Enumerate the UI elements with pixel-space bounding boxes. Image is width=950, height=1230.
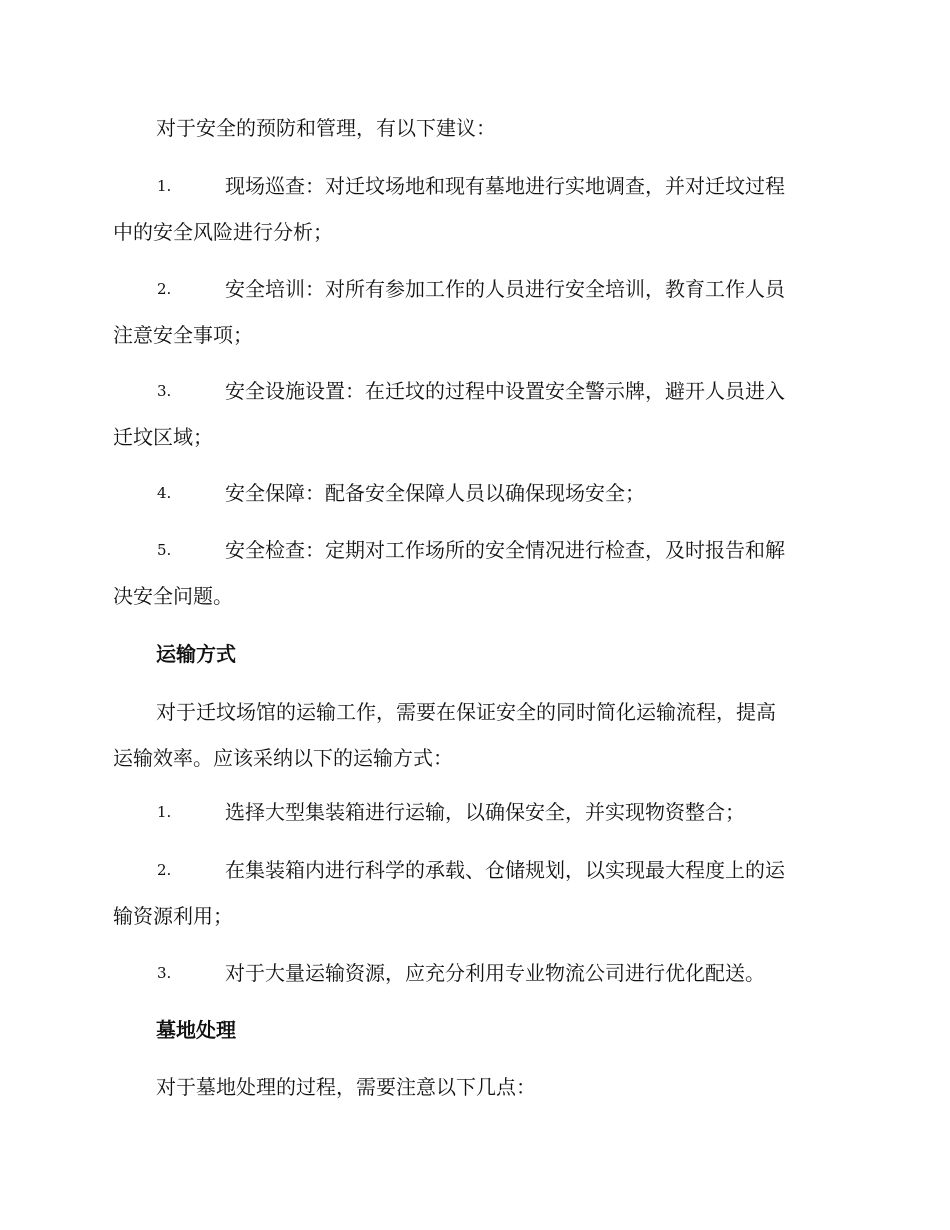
list-number: 4. [157, 484, 172, 502]
list-item-line: 在集装箱内进行科学的承载、仓储规划，以实现最大程度上的运 [225, 858, 785, 882]
list-item-line: 安全设施设置：在迁坟的过程中设置安全警示牌，避开人员进入 [225, 379, 785, 403]
list-item [113, 470, 835, 516]
list-item [113, 527, 835, 619]
list-item-continuation: 中的安全风险进行分析； [113, 220, 333, 244]
list-item-line: 安全检查：定期对工作场所的安全情况进行检查，及时报告和解 [225, 538, 785, 562]
list-item-continuation: 输资源利用； [113, 904, 233, 928]
grave-paragraph: 对于墓地处理的过程，需要注意以下几点： [156, 1075, 536, 1099]
intro-paragraph: 对于安全的预防和管理，有以下建议： [156, 116, 496, 140]
transport-paragraph [113, 689, 835, 781]
list-item-line: 安全保障：配备安全保障人员以确保现场安全； [225, 481, 645, 505]
list-item-line: 安全培训：对所有参加工作的人员进行安全培训，教育工作人员 [225, 277, 785, 301]
list-item-line: 选择大型集装箱进行运输，以确保安全，并实现物资整合； [225, 800, 745, 824]
list-item [113, 789, 835, 835]
list-number: 3. [157, 382, 172, 400]
list-item-line: 对于大量运输资源，应充分利用专业物流公司进行优化配送。 [225, 961, 765, 985]
list-number: 5. [157, 541, 172, 559]
section-heading-grave: 墓地处理 [156, 1018, 236, 1042]
list-item [113, 163, 835, 255]
list-item-continuation: 迁坟区域； [113, 425, 213, 449]
list-item [113, 950, 835, 996]
section-heading-transport: 运输方式 [156, 642, 236, 666]
list-number: 1. [157, 803, 172, 821]
list-number: 2. [157, 280, 172, 298]
list-number: 3. [157, 964, 172, 982]
list-item-continuation: 注意安全事项； [113, 323, 253, 347]
list-item [113, 368, 835, 460]
list-number: 1. [157, 177, 172, 195]
paragraph-line: 运输效率。应该采纳以下的运输方式： [113, 746, 453, 770]
list-item-line: 现场巡查：对迁坟场地和现有墓地进行实地调查，并对迁坟过程 [225, 174, 785, 198]
list-item [113, 847, 835, 939]
list-item [113, 266, 835, 358]
list-item-continuation: 决安全问题。 [113, 584, 233, 608]
paragraph-line: 对于迁坟场馆的运输工作，需要在保证安全的同时简化运输流程，提高 [156, 700, 776, 724]
list-number: 2. [157, 861, 172, 879]
